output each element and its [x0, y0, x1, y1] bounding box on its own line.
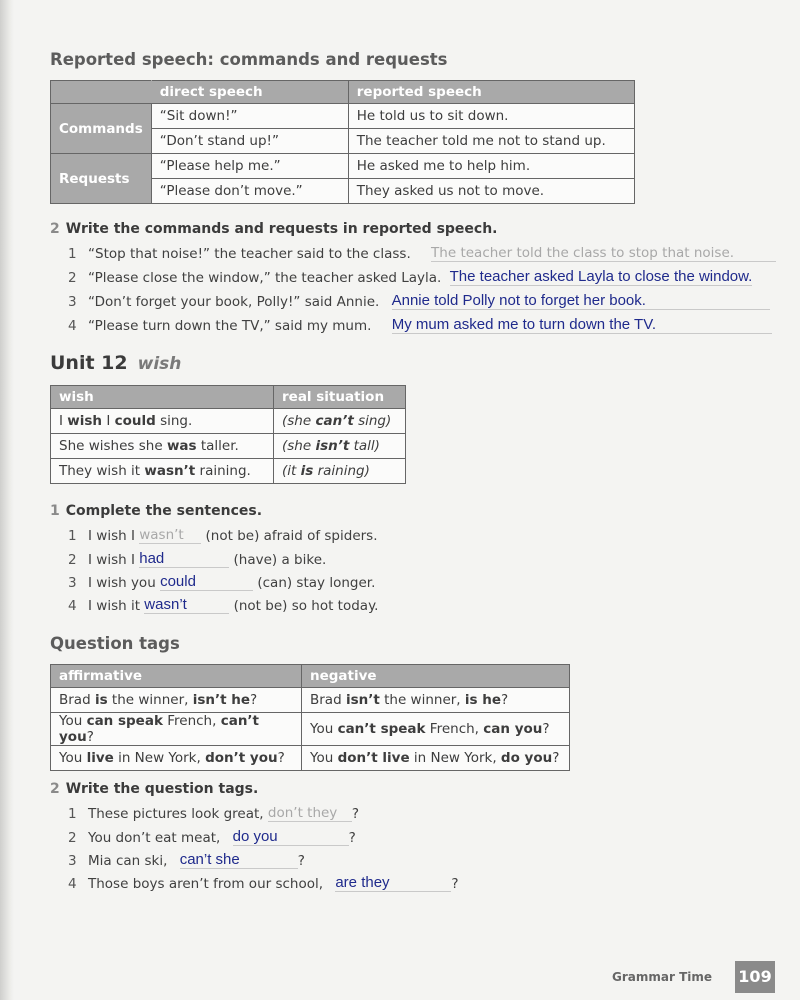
- item-number: 3: [68, 294, 77, 310]
- exercise-heading-question-tags: [50, 781, 258, 797]
- answer-field[interactable]: The teacher asked Layla to close the window.: [449, 268, 753, 285]
- answer-field[interactable]: wasn’t: [144, 596, 229, 614]
- affirmative-cell: Brad is the winner, isn’t he?: [51, 688, 302, 713]
- answer-field[interactable]: can’t she: [180, 851, 298, 869]
- exercise-item: [68, 268, 752, 286]
- exercise-item: 2 I wish I had (have) a bike.: [68, 550, 327, 568]
- affirmative-cell: You live in New York, don’t you?: [51, 746, 302, 771]
- real-situation-cell: (she isn’t tall): [274, 434, 406, 459]
- reported-cell: He told us to sit down.: [348, 104, 634, 129]
- answer-field[interactable]: could: [160, 573, 253, 591]
- column-header-negative: negative: [302, 665, 570, 688]
- reported-speech-table: [50, 80, 635, 204]
- item-prompt: “Please close the window,” the teacher asked Layla.: [88, 270, 442, 286]
- negative-cell: Brad isn’t the winner, is he?: [302, 688, 570, 713]
- wish-cell: She wishes she was taller.: [51, 434, 274, 459]
- wish-cell: I wish I could sing.: [51, 409, 274, 434]
- exercise-number: 2: [50, 221, 60, 237]
- direct-cell: “Sit down!”: [151, 104, 348, 129]
- column-header-real-situation: real situation: [274, 386, 406, 409]
- exercise-instruction: Complete the sentences.: [65, 503, 263, 519]
- exercise-item: [68, 245, 776, 262]
- exercise-item: 3 I wish you could (can) stay longer.: [68, 573, 376, 591]
- exercise-item: 1 These pictures look great, don’t they ?: [68, 805, 360, 822]
- reported-cell: They asked us not to move.: [348, 179, 634, 204]
- item-prompt: “Please turn down the TV,” said my mum.: [88, 318, 372, 334]
- column-header-wish: wish: [51, 386, 274, 409]
- row-group-requests: Requests: [51, 154, 152, 204]
- answer-field[interactable]: Annie told Polly not to forget her book.: [392, 292, 770, 310]
- answer-field-example[interactable]: wasn’t: [139, 527, 201, 544]
- question-tags-table: [50, 664, 570, 771]
- column-header-direct: direct speech: [151, 81, 348, 104]
- exercise-item: [68, 316, 772, 334]
- answer-field[interactable]: had: [139, 550, 229, 568]
- negative-cell: You can’t speak French, can you?: [302, 713, 570, 746]
- column-header-affirmative: affirmative: [51, 665, 302, 688]
- reported-cell: He asked me to help him.: [348, 154, 634, 179]
- item-number: 4: [68, 318, 77, 334]
- exercise-item: [68, 292, 770, 310]
- exercise-item: 4 Those boys aren’t from our school, are they ?: [68, 874, 459, 892]
- unit-topic: wish: [137, 354, 182, 374]
- wish-cell: They wish it wasn’t raining.: [51, 459, 274, 484]
- row-group-commands: Commands: [51, 104, 152, 154]
- section-title-question-tags: Question tags: [50, 634, 180, 653]
- item-prompt: “Don’t forget your book, Polly!” said Annie.: [88, 294, 380, 310]
- footer-section-label: Grammar Time: [612, 970, 713, 984]
- exercise-item: 3 Mia can ski, can’t she ?: [68, 851, 305, 869]
- item-prompt: “Stop that noise!” the teacher said to the class.: [88, 246, 411, 262]
- exercise-number: 1: [50, 503, 60, 519]
- answer-field[interactable]: do you: [233, 828, 349, 846]
- answer-field[interactable]: My mum asked me to turn down the TV.: [392, 316, 772, 334]
- direct-cell: “Please don’t move.”: [151, 179, 348, 204]
- direct-cell: “Please help me.”: [151, 154, 348, 179]
- item-number: 2: [68, 270, 77, 286]
- answer-field[interactable]: are they: [335, 874, 451, 892]
- exercise-instruction: Write the question tags.: [65, 781, 259, 797]
- section-title-reported-speech: Reported speech: commands and requests: [50, 50, 448, 69]
- exercise-item: 2 You don’t eat meat, do you ?: [68, 828, 356, 846]
- affirmative-cell: You can speak French, can’t you?: [51, 713, 302, 746]
- answer-field-example[interactable]: don’t they: [268, 805, 352, 822]
- unit-label: Unit 12: [50, 352, 128, 374]
- negative-cell: You don’t live in New York, do you?: [302, 746, 570, 771]
- direct-cell: “Don’t stand up!”: [151, 129, 348, 154]
- wish-table: [50, 385, 406, 484]
- real-situation-cell: (she can’t sing): [274, 409, 406, 434]
- reported-cell: The teacher told me not to stand up.: [348, 129, 634, 154]
- exercise-heading-wish: [50, 503, 262, 519]
- exercise-instruction: Write the commands and requests in reported speech.: [65, 221, 498, 237]
- item-number: 1: [68, 246, 77, 262]
- exercise-item: 1 I wish I wasn’t (not be) afraid of spiders.: [68, 527, 378, 544]
- table-corner: [51, 81, 152, 104]
- page-number: 109: [735, 961, 775, 993]
- exercise-heading-reported: [50, 221, 498, 237]
- page-spine-shadow: [0, 0, 14, 1000]
- real-situation-cell: (it is raining): [274, 459, 406, 484]
- answer-field-example[interactable]: The teacher told the class to stop that noise.: [431, 245, 776, 262]
- column-header-reported: reported speech: [348, 81, 634, 104]
- unit-title: [50, 352, 181, 374]
- exercise-item: 4 I wish it wasn’t (not be) so hot today.: [68, 596, 379, 614]
- exercise-number: 2: [50, 781, 60, 797]
